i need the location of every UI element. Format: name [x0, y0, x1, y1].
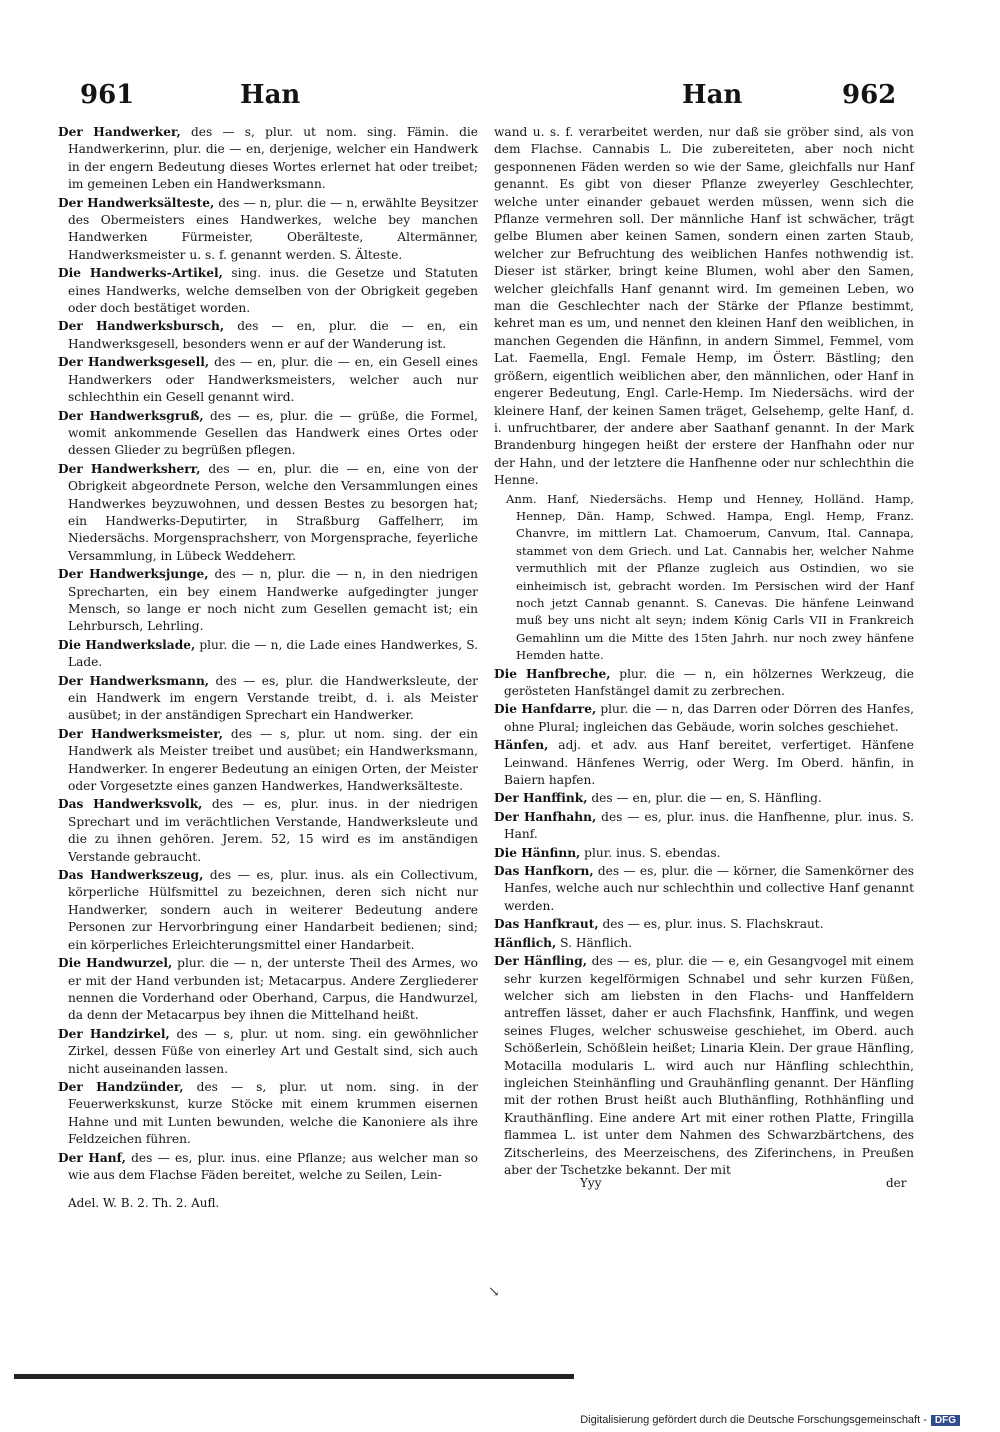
entry-text: adj. et adv. aus Hanf bereitet, verfertiget. Hänfene Leinwand. Hänfenes Werrig, oder Werg. Im Oberd. hänfin, in Baiern hapfen.	[504, 738, 914, 788]
entry-text: des — n, plur. die — n, in den niedrigen Sprecharten, ein bey einem Handwerke aufgedingter junger Mensch, so lange er noch nicht zum Gesellen gemacht ist; ein Lehrbursch, Lehrling.	[68, 567, 478, 634]
entry-text: des — es, plur. inus. als ein Collectivum, körperliche Hülfsmittel zu bezeichnen, deren sich nicht nur Handwerker, sondern auch in weiterer Bedeutung andere Personen zur Hervorbringung einer Handarbeit bedienen; sind; ein körperliches Erleichterungsmittel einer Handarbeit.	[68, 868, 479, 952]
entry-headword: Die Hänfinn,	[494, 845, 581, 860]
entry-text: wand u. s. f. verarbeitet werden, nur daß sie gröber sind, als von dem Flachse. Cannabis L. Die zubereiteten, aber noch nicht gesponnenen Fäden werden so wie der Same, gleichfalls nur Hanf genannt. Es gibt von dieser Pflanze zweyerley Geschlechter, welche unter einander gebauet werden müssen, wenn sich die Pflanze vermehren soll. Der männliche Hanf ist schwächer, trägt gelbe Blumen aber keinen Samen, sondern einen zarten Staub, welcher zur Befruchtung des weiblichen Hanfes nothwendig ist. Dieser ist stärker, bringt keine Blumen, wohl aber den Samen, welcher gleichfalls Hanf genannt wird. Im gemeinen Leben, wo man die Geschlechter nach der Stärke der Pflanze bestimmt, kehret man es um, und nennet den kleinen Hanf den weiblichen, in manchen Gegenden die Hänfinn, in andern Simmel, Femmel, vom Lat. Faemella, Engl. Female Hemp, im Österr. Bästling; den größern, eigentlich weiblichen aber, den männlichen, oder Hanf in engerer Bedeutung, Engl. Carle-Hemp. Im Niedersächs. wird der kleinere Hanf, der keinen Samen träget, Gelsehemp, gelte Hanf, d. i. unfruchtbarer, der andere aber Saathanf genannt. In der Mark Brandenburg hingegen heißt der erstere der Hanfhahn oder nur der Hahn, und der letztere die Hanfhenne oder nur schlechthin die Henne.	[494, 125, 914, 488]
dictionary-entry	[494, 845, 914, 862]
entry-text: des — es, plur. inus. die Hanfhenne, plur. inus. S. Hanf.	[504, 809, 915, 842]
dictionary-entry	[58, 637, 478, 672]
entry-headword: Der Handwerksälteste,	[58, 195, 215, 210]
dictionary-entry	[58, 955, 478, 1025]
dictionary-entry	[58, 124, 478, 194]
entry-text: des — es, plur. inus. eine Pflanze; aus welcher man so wie aus dem Flachse Fäden bereitet, welche zu Seilen, Lein-	[68, 1150, 479, 1182]
entry-headword: Das Handwerkszeug,	[58, 868, 204, 883]
entry-headword: Das Handwerksvolk,	[58, 797, 203, 812]
entry-text: des — en, plur. die — en, ein Handwerksgesell, besonders wenn er auf der Wanderung ist.	[68, 319, 478, 351]
entry-text: plur. die — n, der unterste Theil des Armes, wo er mit der Hand verbunden ist; Metacarpus. Andere Zergliederer nennen die Vorderhand oder Oberhand, Carpus, die Handwurzel, da denn der Metacarpus bey ihnen die Mittelhand heißt.	[68, 956, 478, 1023]
dictionary-entry	[58, 796, 478, 866]
left-column	[58, 124, 478, 1185]
entry-text: Anm. Hanf, Niedersächs. Hemp und Henney, Holländ. Hamp, Hennep, Dän. Hamp, Schwed. Hampa, Engl. Hemp, Franz. Chanvre, im mittlern Lat. Chamoerum, Canvum, Ital. Cannapa, stammet von dem Griech. und Lat. Cannabis her, welcher Nahme vermuthlich mit der Pflanze zugleich aus Ostindien, wo sie einheimisch ist, gebracht worden. Im Persischen wird der Hanf noch jetzt Cannab genannt. S. Canevas. Die hänfene Leinwand muß bey uns nicht alt seyn; indem König Carls VII in Frankreich Gemahlinn um die Mitte des 15ten Jahrh. nur noch zwey hänfene Hemden hatte.	[506, 491, 914, 663]
entry-text: sing. inus. die Gesetze und Statuten eines Handwerks, welche demselben von der Obrigkeit gegeben oder doch bestätiget worden.	[68, 266, 479, 316]
entry-text: des — en, plur. die — en, ein Gesell eines Handwerkers oder Handwerksmeisters, welcher auch nur schlechthin ein Gesell genannt wird.	[68, 355, 478, 405]
entry-text: des — es, plur. inus. in der niedrigen Sprechart und im verächtlichen Verstande, Handwerksleute und die zu ihnen gehören. Jerem. 52, 15 wird es im anständigen Verstande gebraucht.	[68, 797, 478, 864]
dictionary-entry	[494, 701, 914, 736]
dictionary-entry	[58, 195, 478, 265]
page-header-right-word: Han	[682, 80, 743, 110]
entry-headword: Die Handwerks-Artikel,	[58, 266, 223, 281]
dictionary-entry	[58, 1026, 478, 1078]
page-header-left-number: 961	[80, 80, 135, 110]
entry-text: des — s, plur. ut nom. sing. in der Feuerwerkskunst, kurze Stöcke mit einem krummen eisernen Hahne und mit Lunten bewunden, welche die Kanoniere als ihre Feldzeichen führen.	[68, 1079, 478, 1147]
dictionary-entry	[58, 265, 478, 317]
entry-headword: Der Handwerksgesell,	[58, 355, 210, 370]
dfg-logo: DFG	[931, 1415, 960, 1426]
entry-headword: Der Hanfhahn,	[494, 809, 597, 824]
entry-text: des — en, plur. die — en, S. Hänfling.	[591, 791, 822, 806]
left-footer: Adel. W. B. 2. Th. 2. Aufl.	[68, 1196, 220, 1210]
entry-headword: Die Handwerkslade,	[58, 637, 196, 652]
entry-headword: Die Handwurzel,	[58, 956, 173, 971]
entry-headword: Der Handwerker,	[58, 125, 181, 139]
entry-headword: Der Handzünder,	[58, 1079, 184, 1094]
entry-headword: Der Hanf,	[58, 1150, 126, 1165]
dictionary-entry	[58, 354, 478, 406]
dictionary-entry	[494, 863, 914, 915]
entry-headword: Der Hänfling,	[494, 954, 588, 969]
right-column	[494, 124, 914, 1180]
catchword: der	[886, 1176, 907, 1190]
dictionary-entry	[494, 737, 914, 789]
entry-headword: Der Handwerksmann,	[58, 673, 210, 688]
dictionary-entry	[58, 566, 478, 636]
scan-mark-icon: ↘	[488, 1284, 500, 1300]
entry-headword: Die Hanfdarre,	[494, 702, 597, 717]
dictionary-entry	[494, 666, 914, 701]
page-header-right-number: 962	[842, 80, 897, 110]
entry-text: plur. die — n, ein hölzernes Werkzeug, die gerösteten Hanfstängel damit zu zerbrechen.	[504, 666, 914, 698]
dictionary-entry	[58, 461, 478, 565]
credit-text: Digitalisierung gefördert durch die Deutsche Forschungsgemeinschaft -	[580, 1414, 927, 1426]
dictionary-entry	[494, 491, 914, 665]
signature-mark: Yyy	[580, 1176, 602, 1190]
page-header-left-word: Han	[240, 80, 301, 110]
scan-edge-rule	[14, 1374, 574, 1379]
entry-text: des — es, plur. die — grüße, die Formel, womit ankommende Gesellen das Handwerk eines Ortes oder dessen Glieder zu begrüßen pflegen.	[68, 408, 478, 458]
dictionary-entry	[58, 1079, 478, 1149]
entry-text: des — en, plur. die — en, eine von der Obrigkeit abgeordnete Person, welche den Versammlungen eines Handwerkes beyzuwohnen, und dessen Bestes zu besorgen hat; ein Handwerks-Deputirter, in Straßburg Gaffelherr, im Niedersächs. Morgensprachsherr, von Morgensprache, feyerliche Versammlung, in Lübeck Weddeherr.	[68, 461, 478, 563]
dictionary-entry	[58, 408, 478, 460]
entry-headword: Der Handzirkel,	[58, 1026, 170, 1041]
dictionary-entry	[58, 318, 478, 353]
entry-text: des — s, plur. ut nom. sing. der ein Handwerk als Meister treibet und ausübet; ein Handwerksmann, Handwerker. In engerer Bedeutung an einigen Orten, der Meister oder Vorgesetzte eines ganzen Handwerkes, Handwerksälteste.	[68, 726, 479, 794]
entry-text: des — es, plur. die — körner, die Samenkörner des Hanfes, welche auch nur schlechthin und collective Hanf genannt werden.	[504, 864, 914, 913]
entry-headword: Hänfen,	[494, 738, 549, 753]
entry-headword: Der Handwerksmeister,	[58, 726, 224, 741]
entry-text: plur. die — n, die Lade eines Handwerkes, S. Lade.	[68, 637, 479, 670]
entry-text: des — es, plur. inus. S. Flachskraut.	[602, 917, 824, 932]
entry-text: plur. inus. S. ebendas.	[584, 845, 721, 860]
entry-headword: Hänflich,	[494, 935, 557, 950]
entry-text: des — s, plur. ut nom. sing. Fämin. die Handwerkerinn, plur. die — en, derjenige, welcher ein Handwerk in der engern Bedeutung dieses Wortes erlernet hat oder treibet; im gemeinen Leben ein Handwerksmann.	[68, 125, 479, 192]
digitization-credit	[580, 1414, 960, 1426]
dictionary-entry	[494, 809, 914, 844]
dictionary-entry	[58, 1150, 478, 1185]
entry-headword: Der Handwerksjunge,	[58, 567, 209, 582]
entry-headword: Die Hanfbreche,	[494, 666, 611, 681]
entry-headword: Der Hanffink,	[494, 791, 588, 806]
dictionary-entry	[58, 726, 478, 796]
entry-text: plur. die — n, das Darren oder Dörren des Hanfes, ohne Plural; ingleichen das Gebäude, worin solches geschiehet.	[504, 702, 915, 734]
entry-headword: Der Handwerksgruß,	[58, 408, 204, 423]
entry-text: des — s, plur. ut nom. sing. ein gewöhnlicher Zirkel, dessen Füße von einerley Art und Gestalt sind, sich auch nicht auseinanden lassen.	[68, 1026, 479, 1076]
dictionary-entry	[58, 673, 478, 725]
entry-headword: Das Hanfkraut,	[494, 917, 599, 932]
entry-headword: Der Handwerksbursch,	[58, 319, 225, 334]
dictionary-entry	[494, 790, 914, 807]
entry-text: des — n, plur. die — n, erwählte Beysitzer des Obermeisters eines Handwerkes, welche bey manchen Handwerken Fürmeister, Oberälteste, Altermänner, Handwerksmeister u. s. f. genannt werden. S. Älteste.	[68, 195, 479, 262]
entry-text: des — es, plur. die Handwerksleute, der ein Handwerk im engern Verstande treibt, d. i. als Meister ausübet; in der anständigen Sprechart ein Handwerker.	[68, 673, 479, 723]
dictionary-entry	[494, 935, 914, 952]
entry-headword: Der Handwerksherr,	[58, 461, 201, 476]
dictionary-entry	[494, 953, 914, 1179]
entry-text: S. Hänflich.	[560, 935, 633, 950]
entry-headword: Das Hanfkorn,	[494, 864, 594, 879]
entry-text: des — es, plur. die — e, ein Gesangvogel mit einem sehr kurzen kegelförmigen Schnabel und sehr kurzen Füßen, welcher sich am liebsten in den Flachs- und Hanffeldern antreffen lässet, daher er auch Flachsfink, Hanffink, und wegen seines Fluges, welcher schusweise geschiehet, im Oberd. auch Schößerlein, Schößlein heißet; Linaria Klein. Der graue Hänfling, Motacilla modularis L. wird auch nur Hänfling schlechthin, ingleichen Steinhänfling und Grauhänfling genannt. Der Hänfling mit der rothen Brust heißt auch Bluthänfling, Rothhänfling und Krauthänfling. Eine andere Art mit einer rothen Platte, Fringilla flammea L. ist unter dem Nahmen des Schwarzbärtchens, des Zitscherleins, des Meerzeischens, des Ziferinchens, in Preußen aber der Tschetzke bekannt. Der mit	[504, 954, 914, 1177]
dictionary-entry	[494, 916, 914, 933]
dictionary-entry	[58, 867, 478, 954]
dictionary-entry	[494, 124, 914, 490]
